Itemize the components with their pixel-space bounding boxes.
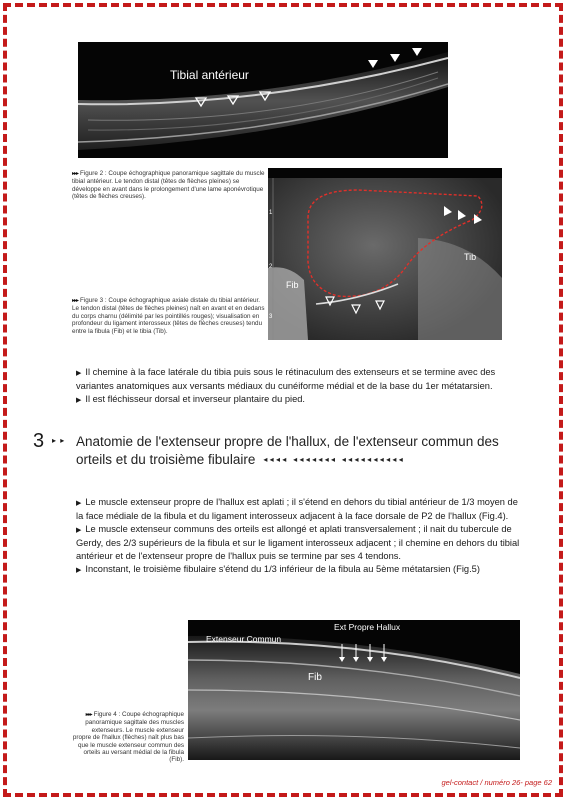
bullet-icon: ▶ <box>76 397 82 404</box>
body-p3: Inconstant, le troisième fibulaire s'étend du 1/3 inférieur de la fibula au 5ème métatarsien (Fig.5) <box>85 564 480 574</box>
body-text <box>76 496 522 577</box>
figure-3-label-tib: Tib <box>464 252 477 262</box>
caption-arrow-icon: ▸▸▸ <box>72 171 79 177</box>
section-title-text: Anatomie de l'extenseur propre de l'hallux, de l'extenseur commun des orteils et du troisième fibulaire <box>76 434 499 467</box>
figure-3-caption <box>72 297 268 335</box>
intro-text <box>76 366 522 407</box>
figure-3-scale-1: 1 <box>269 210 273 216</box>
figure-4-caption-text: Figure 4 : Coupe échographique panoramique sagittale des muscles extenseurs. Le muscle extenseur propre de l'hallux (flèches) naît plus bas que le muscle extenseur commun des orteils au versant médial de la fibula (Fib). <box>72 711 184 764</box>
section-title <box>76 433 536 469</box>
figure-2-label: Tibial antérieur <box>170 68 249 82</box>
intro-p1: Il chemine à la face latérale du tibia puis sous le rétinaculum des extenseurs et se termine avec des variantes anatomiques aux versants médiaux du cunéiforme médial et de la base du 1er métatarsien. <box>76 367 496 391</box>
figure-2-caption <box>72 170 268 201</box>
page-footer: gel-contact / numéro 26- page 62 <box>441 778 552 787</box>
figure-3-ultrasound <box>268 168 502 340</box>
figure-3-scale-3: 3 <box>269 314 273 320</box>
figure-3-scale-2: 2 <box>269 264 273 270</box>
figure-4-label-extenseur-commun: Extenseur Commun <box>206 634 282 644</box>
bullet-icon: ▶ <box>76 527 82 534</box>
bullet-icon: ▶ <box>76 370 82 377</box>
figure-3-caption-text: Figure 3 : Coupe échographique axiale distale du tibial antérieur. Le tendon distal (têtes de flèches pleines) naît en avant et en dedans du corps charnu (délimité par les pointillés rouges); visualisation en profondeur du ligament interosseux (têtes de flèches creuses) tendu entre la fibula (Fib) et le tibia (Tib). <box>72 297 265 335</box>
bullet-icon: ▶ <box>76 500 82 507</box>
caption-arrow-icon: ▸▸▸ <box>85 712 92 718</box>
figure-4-label-ext-propre-hallux: Ext Propre Hallux <box>334 622 401 632</box>
section-number: 3 <box>33 430 45 452</box>
bullet-icon: ▶ <box>76 567 82 574</box>
figure-2-ultrasound <box>78 42 448 158</box>
body-p2: Le muscle extenseur communs des orteils est allongé et aplati transversalement ; il nait du tubercule de Gerdy, des 2/3 supérieurs de la fibula et sur le ligament interosseux adjacent ; il chemine en dehors du tibial antérieur et de l'extenseur propre de l'hallux puis se termine par ses 4 tendons. <box>76 524 520 561</box>
section-arrow-icon: ▸ ▸ <box>52 436 66 445</box>
figure-4-label-fib: Fib <box>308 672 322 683</box>
figure-2-caption-text: Figure 2 : Coupe échographique panoramique sagittale du muscle tibial antérieur. Le tendon distal (têtes de flèches pleines) se développe en avant dans le prolongement d'une lame aponévrotique (têtes de flèches creuses). <box>72 170 265 201</box>
intro-p2: Il est fléchisseur dorsal et inverseur plantaire du pied. <box>85 394 306 404</box>
figure-4-caption <box>72 711 184 764</box>
trailing-arrows-icon: ◂◂◂◂ ◂◂◂◂◂◂◂ ◂◂◂◂◂◂◂◂◂◂ <box>263 455 406 465</box>
figure-3-label-fib: Fib <box>286 280 299 290</box>
caption-arrow-icon: ▸▸▸ <box>72 298 79 304</box>
body-p1: Le muscle extenseur propre de l'hallux est aplati ; il s'étend en dehors du tibial antérieur de 1/3 moyen de la face médiale de la fibula et du ligament interosseux adjacent à la face dorsale de P2 de l'hallux (Fig.4). <box>76 497 518 521</box>
figure-4-ultrasound <box>188 620 520 760</box>
